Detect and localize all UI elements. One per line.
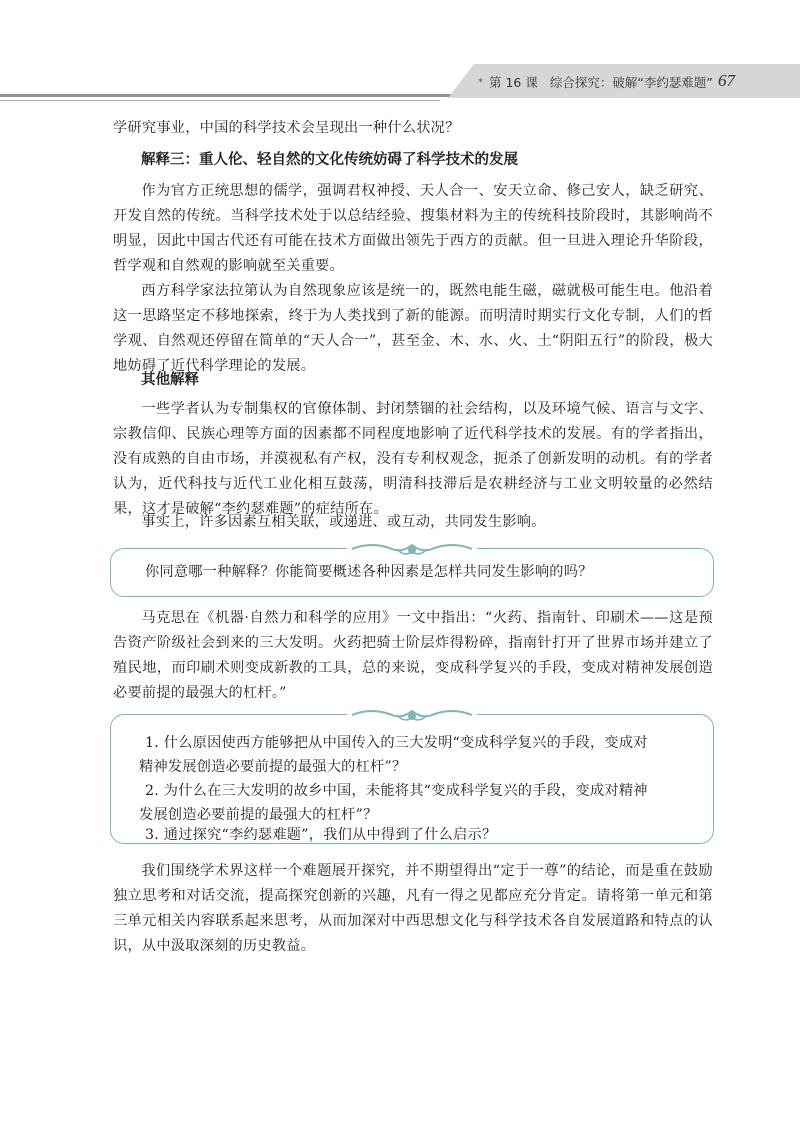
discussion-box-2 (110, 714, 714, 844)
question-2-line-1: 2. 为什么在三大发明的故乡中国，未能将其“变成科学复兴的手段，变成对精神 (145, 783, 648, 799)
question-3: 3. 通过探究“李约瑟难题”，我们从中得到了什么启示？ (145, 827, 497, 843)
ornament-icon (347, 539, 477, 559)
star-icon: * (478, 76, 483, 88)
discussion-question: 你同意哪一种解释？你能简要概述各种因素是怎样共同发生影响的吗？ (145, 564, 593, 580)
section-heading-other: 其他解释 (141, 372, 199, 388)
paragraph-3: 一些学者认为专制集权的官僚体制、封闭禁锢的社会结构，以及环境气候、语言与文字、宗教信仰、民族心理等方面的因素都不同程度地影响了近代科学技术的发展。有的学者指出，没有成熟的自由市场，并漠视私有产权，没有专利权观念，扼杀了创新发明的动机。有的学者认为，近代科技与近代工业化相互鼓荡，明清科技滞后是农耕经济与工业文明较量的必然结果，这才是破解“李约瑟难题”的症结所在。 (113, 401, 713, 517)
page-number: 67 (718, 71, 735, 90)
question-1-line-2: 精神发展创造必要前提的最强大的杠杆”？ (139, 759, 407, 775)
lesson-title: 综合探究：破解“李约瑟难题” (549, 75, 713, 90)
paragraph-1: 作为官方正统思想的儒学，强调君权神授、天人合一、安天立命、修己安人，缺乏研究、开发自然的传统。当科学技术处于以总结经验、搜集材料为主的传统科技阶段时，其影响尚不明显，因此中国古代还有可能在技术方面做出领先于西方的贡献。但一旦进入理论升华阶段，哲学观和自然观的影响就至关重要。 (113, 183, 713, 274)
paragraph-2: 西方科学家法拉第认为自然现象应该是统一的，既然电能生磁，磁就极可能生电。他沿着这一思路坚定不移地探索，终于为人类找到了新的能源。而明清时期实行文化专制，人们的哲学观、自然观还停留在简单的“天人合一”，甚至金、木、水、火、土“阴阳五行”的阶段，极大地妨碍了近代科学理论的发展。 (113, 283, 713, 374)
header-rule (0, 94, 452, 97)
running-header (478, 71, 713, 93)
ornament-icon (347, 705, 477, 725)
paragraph-6: 我们围绕学术界这样一个难题展开探究，并不期望得出“定于一尊”的结论，而是重在鼓励独立思考和对话交流，提高探究创新的兴趣，凡有一得之见都应充分肯定。请将第一单元和第三单元相关内容联系起来思考，从而加深对中西思想文化与科学技术各自发展道路和特点的认识，从中汲取深刻的历史教益。 (113, 863, 713, 954)
paragraph-5: 马克思在《机器·自然力和科学的应用》一文中指出：“火药、指南针、印刷术——这是预告资产阶级社会到来的三大发明。火药把骑士阶层炸得粉碎，指南针打开了世界市场并建立了殖民地，而印刷术则变成新教的工具，总的来说，变成科学复兴的手段，变成对精神发展创造必要前提的最强大的杠杆。” (113, 610, 713, 701)
intro-line: 学研究事业，中国的科学技术会呈现出一种什么状况？ (113, 120, 460, 136)
question-2-line-2: 发展创造必要前提的最强大的杠杆”？ (139, 807, 378, 823)
discussion-box-1 (110, 548, 714, 597)
paragraph-4: 事实上，许多因素互相关联，或递进、或互动，共同发生影响。 (141, 514, 546, 530)
lesson-label: 第 16 课 (489, 75, 538, 90)
section-heading-explanation-3: 解释三：重人伦、轻自然的文化传统妨碍了科学技术的发展 (141, 152, 518, 168)
question-1-line-1: 1. 什么原因使西方能够把从中国传入的三大发明“变成科学复兴的手段，变成对 (145, 735, 648, 751)
header-rule-thin (0, 100, 440, 101)
